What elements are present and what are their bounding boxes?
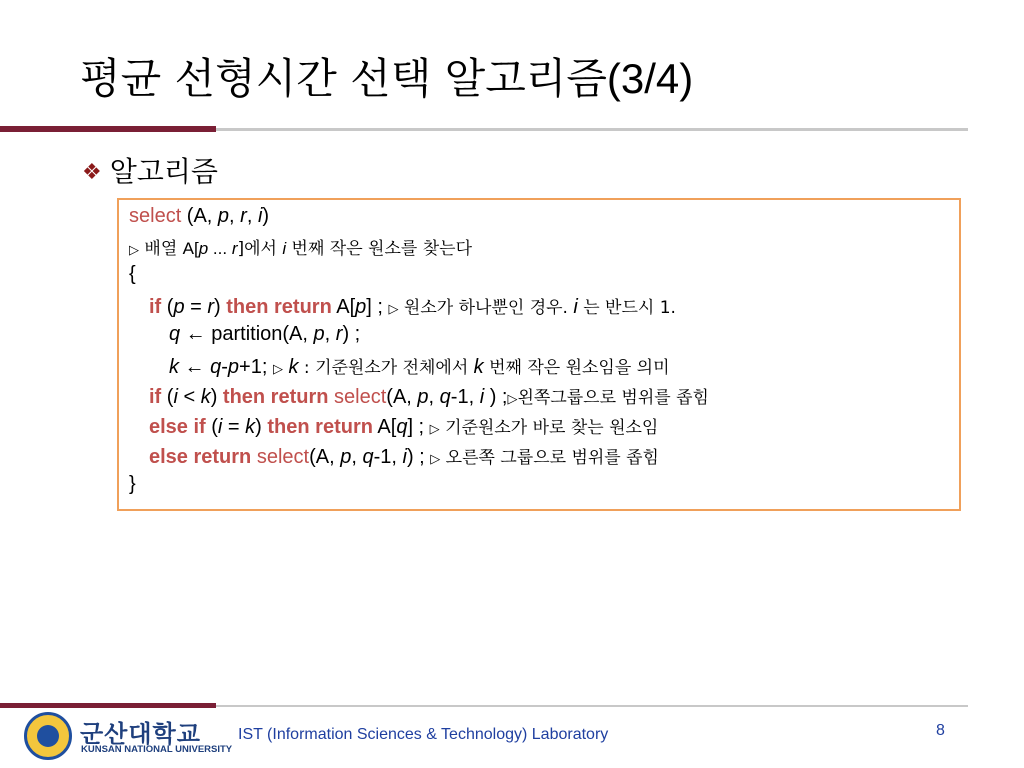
function-name: select: [251, 446, 310, 468]
code-token: ,: [428, 386, 440, 408]
code-token: p: [198, 239, 209, 258]
code-token: k: [473, 356, 484, 378]
comment-text: 번째 작은 원소를 찾는다: [286, 239, 472, 259]
code-token: q: [439, 386, 451, 408]
code-line-10: [129, 473, 136, 496]
code-token: q: [169, 323, 181, 345]
close-brace: }: [129, 473, 136, 495]
comment-text: : 기준원소가 전체에서: [298, 358, 474, 378]
code-token: +1;: [239, 356, 273, 378]
code-token: ←: [179, 356, 211, 378]
university-name-en: KUNSAN NATIONAL UNIVERSITY: [81, 744, 233, 755]
keyword: else if: [149, 416, 206, 438]
code-token: (: [161, 386, 174, 408]
bullet-item: [82, 150, 218, 190]
code-token: ,: [324, 323, 336, 345]
keyword: if: [149, 296, 162, 318]
code-line-7: [149, 383, 709, 409]
code-token: p: [417, 386, 429, 408]
comment-text: 왼쪽그룹으로 범위를 좁힘: [517, 388, 709, 408]
comment-text: ]에서: [237, 239, 283, 259]
code-token: (A,: [309, 446, 341, 468]
code-token: ] ;: [407, 416, 430, 438]
code-token: ) ;: [342, 323, 361, 345]
code-token: p: [340, 446, 352, 468]
code-token: q: [362, 446, 374, 468]
comment-marker-icon: ▷: [388, 302, 399, 317]
code-token: (A,: [181, 205, 218, 227]
keyword: then return: [226, 296, 332, 318]
code-token: q: [396, 416, 408, 438]
code-token: ,: [246, 205, 258, 227]
code-token: q: [210, 356, 222, 378]
code-token: A[: [331, 296, 356, 318]
code-token: r: [240, 205, 247, 227]
code-line-2: [129, 234, 472, 259]
code-token: -1,: [450, 386, 480, 408]
code-token: A[: [372, 416, 397, 438]
code-line-1: [129, 205, 269, 228]
code-line-4: [149, 293, 676, 319]
code-token: p: [355, 296, 367, 318]
code-token: ,: [229, 205, 241, 227]
comment-marker-icon: ▷: [507, 392, 518, 407]
code-token: ): [210, 386, 223, 408]
pseudocode-box: [117, 198, 961, 511]
code-token: ) ;: [406, 446, 431, 468]
function-name: select: [129, 205, 182, 227]
code-token: (A,: [386, 386, 418, 408]
comment-marker-icon: ▷: [429, 422, 440, 437]
title-divider-accent: [0, 126, 216, 132]
code-token: p: [313, 323, 325, 345]
comment-marker-icon: ▷: [129, 243, 139, 258]
function-name: select: [328, 386, 387, 408]
comment-marker-icon: ▷: [430, 452, 441, 467]
code-token: ,: [351, 446, 363, 468]
code-token: (: [205, 416, 218, 438]
code-token: k: [282, 356, 299, 378]
keyword: if: [149, 386, 162, 408]
code-token: k: [169, 356, 179, 378]
code-token: p: [227, 356, 240, 378]
code-token: k: [200, 386, 211, 408]
code-token: (: [161, 296, 174, 318]
code-line-6: [169, 353, 670, 379]
code-token: k: [245, 416, 256, 438]
code-token: r: [207, 296, 215, 318]
diamond-bullet-icon: ❖: [82, 160, 102, 185]
code-token: =: [184, 296, 208, 318]
footer-divider-accent: [0, 703, 216, 708]
code-token: r: [231, 239, 238, 258]
code-line-9: [149, 443, 659, 469]
code-token: ): [255, 416, 268, 438]
comment-text: 번째 작은 원소임을 의미: [483, 358, 670, 378]
code-token: -1,: [373, 446, 403, 468]
title-divider: [216, 128, 968, 131]
open-brace: {: [129, 263, 136, 285]
keyword: then return: [222, 386, 329, 408]
university-logo: [24, 712, 233, 762]
comment-text: 배열: [139, 239, 183, 259]
code-token: i: [402, 446, 407, 468]
code-token: i: [479, 386, 485, 408]
keyword: then return: [267, 416, 373, 438]
comment-text: 는 반드시 1.: [577, 298, 676, 318]
code-token: ] ;: [366, 296, 389, 318]
comment-text: 원소가 하나뿐인 경우.: [398, 298, 574, 318]
code-token: i: [282, 239, 287, 258]
code-line-8: [149, 413, 658, 439]
code-token: ...: [208, 239, 232, 258]
comment-text: 오른쪽 그룹으로 범위를 좁힘: [440, 448, 659, 468]
code-token: ) ;: [484, 386, 508, 408]
footer-divider: [216, 705, 968, 707]
comment-marker-icon: ▷: [272, 362, 283, 377]
code-line-3: [129, 263, 136, 286]
code-token: i: [573, 296, 578, 318]
code-token: ): [262, 205, 270, 227]
university-name-kr: 군산대학교: [80, 720, 201, 748]
code-token: i: [173, 386, 178, 408]
code-token: r: [335, 323, 343, 345]
code-token: i: [257, 205, 263, 227]
university-seal-icon: [24, 712, 72, 760]
title-suffix: (3/4): [606, 55, 694, 102]
code-token: ): [214, 296, 227, 318]
comment-text: 기준원소가 바로 찾는 원소임: [439, 418, 659, 438]
keyword: else return: [149, 446, 252, 468]
code-token: =: [222, 416, 246, 438]
footer-lab-name: IST (Information Sciences & Technology) Laboratory: [238, 726, 609, 743]
code-token: p: [173, 296, 185, 318]
code-token: -: [221, 356, 228, 378]
page-number: 8: [936, 722, 945, 739]
code-token: p: [217, 205, 230, 227]
code-token: A[: [182, 239, 199, 258]
code-line-5: [169, 323, 360, 346]
code-token: <: [177, 386, 201, 408]
code-token: i: [217, 416, 223, 438]
bullet-text: 알고리즘: [109, 155, 218, 188]
slide-title: [80, 46, 693, 106]
code-token: ← partition(A,: [180, 323, 314, 345]
title-text: 평균 선형시간 선택 알고리즘: [80, 54, 607, 103]
